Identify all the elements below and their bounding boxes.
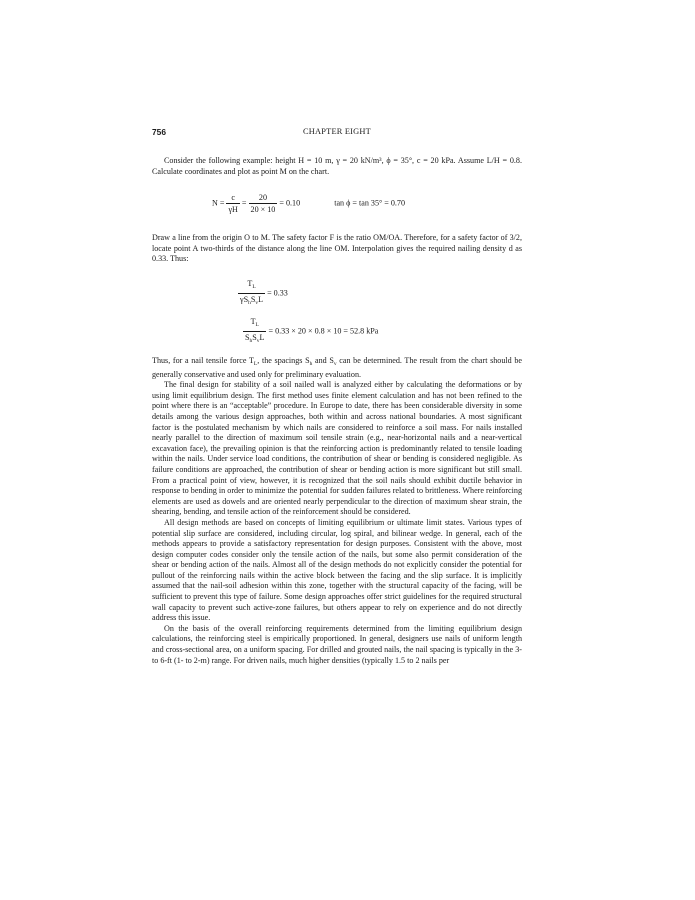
eq2-numerator: $T_L$ — [238, 278, 265, 294]
eq1-equals: = — [241, 198, 247, 208]
body-text — [152, 356, 522, 666]
eq3-denominator: $S_hS_vL$ — [245, 333, 265, 344]
page-header — [152, 127, 522, 141]
intro-paragraph — [152, 156, 522, 177]
eq1-fraction-1 — [226, 192, 239, 215]
eq2-result: = 0.33 — [267, 288, 288, 298]
eq1-frac2-numerator: 20 — [249, 192, 278, 204]
eq3-numerator: $T_L$ — [243, 316, 266, 332]
eq1-lhs: N = — [212, 198, 225, 208]
eq2-fraction — [238, 278, 265, 309]
eq2-denominator: $\gamma S_hS_vL$ — [240, 295, 264, 306]
eq1-fraction-2 — [249, 192, 278, 215]
eq3-result: = 0.33 × 20 × 0.8 × 10 = 52.8 kPa — [268, 326, 379, 336]
paragraph: Thus, for a nail tensile force $T_L$, the spacings $S_h$ and $S_v$ can be determined. The result from the chart should be generally conservative and used only for preliminary evaluation. — [152, 356, 522, 379]
paragraph: The final design for stability of a soil nailed wall is analyzed either by calculating the deformations or by using limit equilibrium design. The first method uses finite element calculation and has not been refined to the point where there is an “acceptable” procedure. In Europe to date, there has been considerable diversity in some details among the various design approaches, both within and across national boundaries. A most significant factor is the postulated mechanism by which nails are considered to reinforce a soil mass. For nails installed nearly parallel to the direction of maximum soil tensile strain (e.g., near-horizontal nails and a near-vertical excavation face), the prevailing opinion is that the reinforcing action is predominantly related to tensile loading within the nails. Under service load conditions, the contribution of shear or bending is considered negligible. As failure conditions are approached, the contribution of shear or bending action is more significant but still small. From a practical point of view, however, it is recognized that the soil nails should exhibit ductile behavior in response to bending in order to minimize the potential for sudden failures related to brittleness. Where reinforcing elements are used as dowels and are oriented nearly perpendicular to the direction of maximum shear strain, the shearing, bending, and tensile action of the reinforcement should be considered. — [152, 380, 522, 517]
page-number: 756 — [152, 127, 166, 137]
eq1-frac1-denominator: γH — [228, 205, 238, 214]
paragraph: On the basis of the overall reinforcing requirements determined from the limiting equilibrium design calculations, the reinforcing steel is empirically proportioned. In general, designers use nails of uniform length and cross-sectional area, on a uniform spacing. For drilled and grouted nails, the nail spacing is typically in the 3- to 6-ft (1- to 2-m) range. For driven nails, much higher densities (typically 1.5 to 2 nails per — [152, 623, 522, 665]
equation-density — [238, 278, 288, 309]
paragraph: All design methods are based on concepts of limiting equilibrium or ultimate limit states. Various types of potential slip surface are considered, including circular, log spiral, and bilinear wedge. In general, each of the methods appears to provide a satisfactory representation for design purposes. Consistent with the above, most design computer codes consider only the tensile action of the nails, but some also permit consideration of the shear or bending action of the nails. Almost all of the design methods do not explicitly consider the potential for pullout of the reinforcing nails within the active block between the facing and the slip surface. It is implicitly assumed that the nail-soil adhesion within this zone, together with the structural capacity of the facing, will be sufficient to prevent this type of failure. Some design approaches offer strict guidelines for the required structural wall capacity to prevent such active-zone failures, but others appear to rely on experience and do not directly address this issue. — [152, 517, 522, 623]
paragraph-2 — [152, 233, 522, 265]
paragraph-text: Draw a line from the origin O to M. The safety factor F is the ratio OM/OA. Therefore, for a safety factor of 3/2, locate point A two-thirds of the distance along the line OM. Interpolation gives the required nailing density d as 0.33. Thus: — [152, 233, 522, 264]
eq1-frac2-denominator: 20 × 10 — [250, 205, 276, 214]
equation-tensile — [243, 316, 378, 347]
eq1-frac1-numerator: c — [226, 192, 239, 204]
equation-n — [212, 192, 405, 215]
paragraph-text: Consider the following example: height H = 10 m, γ = 20 kN/m³, ϕ = 35°, c = 20 kPa. Assume L/H = 0.8. Calculate coordinates and plot as point M on the chart. — [152, 156, 522, 176]
chapter-title: CHAPTER EIGHT — [303, 127, 371, 136]
eq3-fraction — [243, 316, 266, 347]
eq1-tan-expression: tan ϕ = tan 35° = 0.70 — [334, 198, 406, 208]
eq1-result: = 0.10 — [279, 198, 301, 208]
